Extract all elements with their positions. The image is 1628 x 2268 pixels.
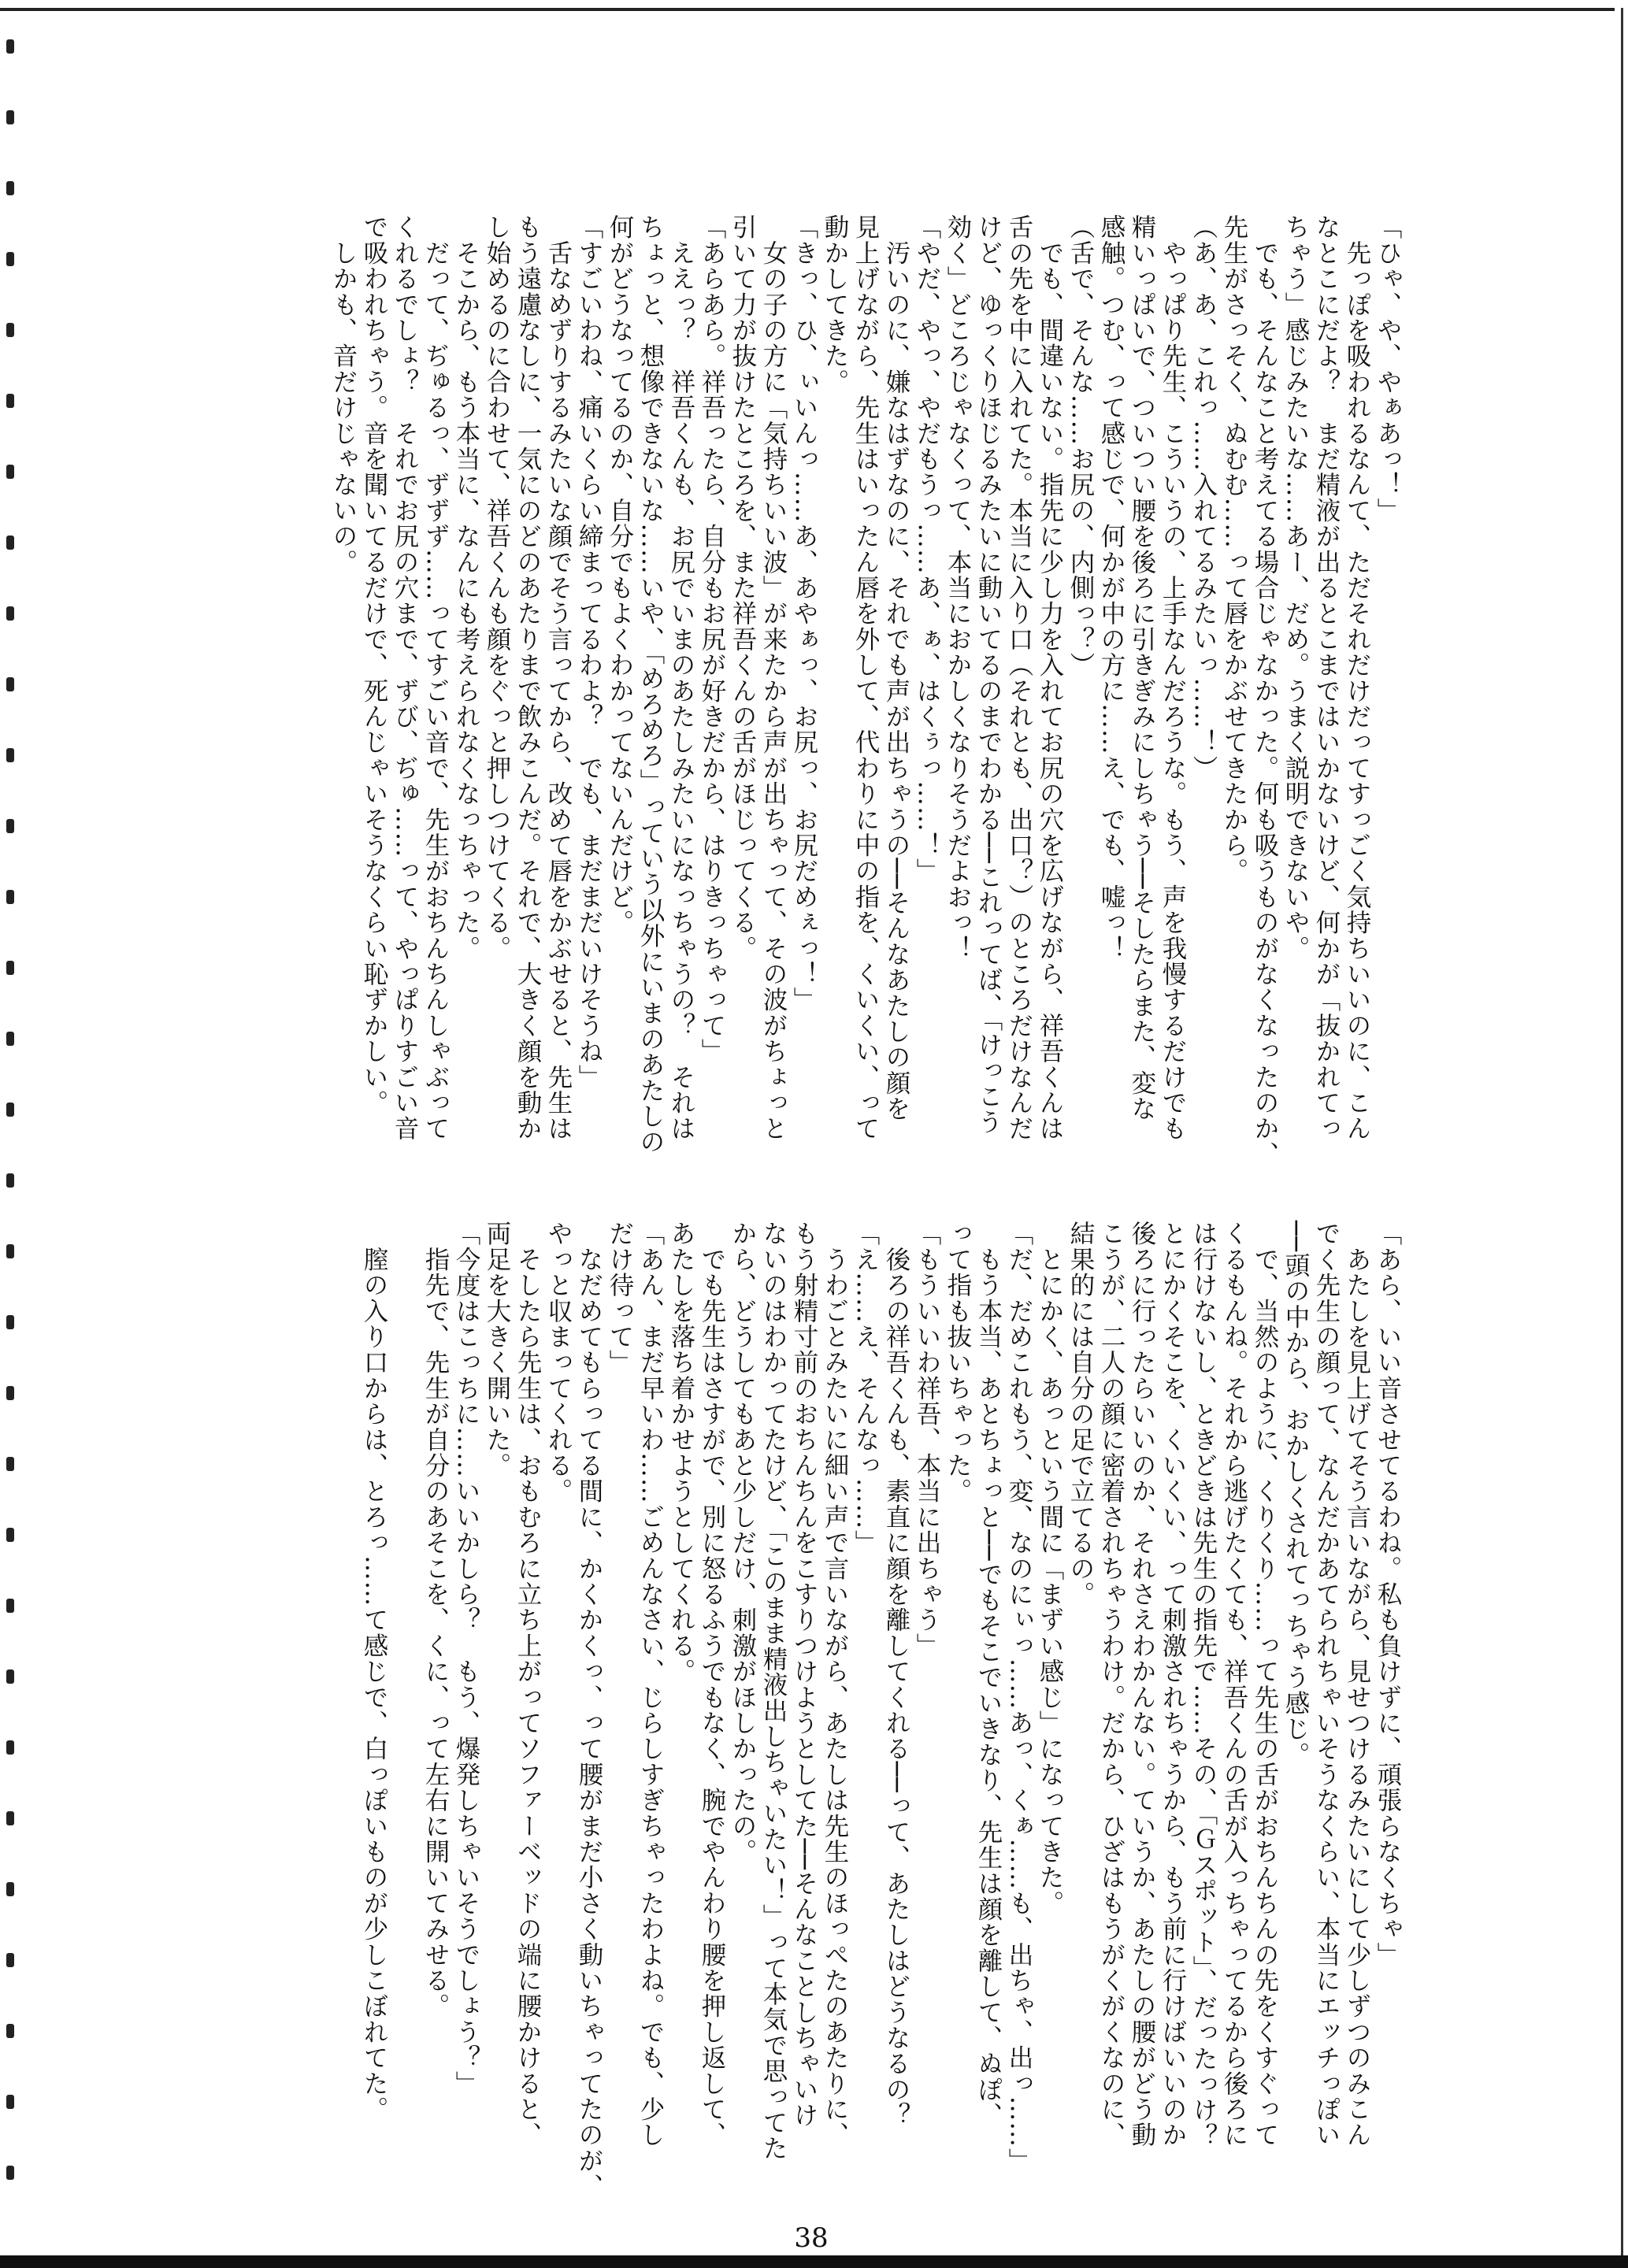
text-line: とにかく、あっという間に「まずい感じ」になってきた。	[1036, 1221, 1064, 1916]
text-line: 「もういいわ祥吾、本当に出ちゃう」	[913, 1221, 941, 1658]
text-line: くれるでしょ？ それでお尻の穴まで、ずび、ぢゅ……って、やっぱりすごい音	[391, 214, 419, 1142]
text-line: もう遠慮なしに、一気にのどのあたりまで飲みこんだ。それで、大きく顔を動か	[514, 214, 542, 1142]
text-line: でも、そんなこと考えてる場合じゃなかった。何も吸うものがなくなったのか、	[1251, 214, 1279, 1167]
scan-border-bottom	[0, 2255, 1628, 2268]
text-line: 指先で、先生が自分のあそこを、くに、って左右に開いてみせる。	[421, 1221, 450, 2019]
text-line: あたしを落ち着かせようとしてくれる。	[667, 1221, 695, 1684]
text-line: 「きっ、ひ、ぃいんっ……あ、あやぁっ、お尻っ、お尻だめぇっ！」	[790, 214, 818, 1013]
text-line: 後ろの祥吾くんも、素直に顔を離してくれる──って、あたしはどうなるの？	[882, 1221, 910, 2129]
text-line: から、どうしてもあと少しだけ、刺激がほしかったの。	[729, 1221, 757, 1865]
text-column-top	[0, 214, 1403, 1206]
text-line: （あ、あ、これっ……入れてるみたいっ……！）	[1189, 214, 1218, 781]
text-line: でも、間違いない。指先に少し力を入れてお尻の穴を広げながら、祥吾くんは	[1036, 214, 1064, 1142]
text-line: 女の子の方に「気持ちいい波」が来たから声が出ちゃって、その波がちょっと	[759, 214, 788, 1142]
text-line: 結果的には自分の足で立てるの。	[1066, 1221, 1095, 1607]
text-line: やっと収まってくれる。	[544, 1221, 573, 1504]
text-line: 「だ、だめこれもう、変、なのにぃっ……あっ、くぁ……も、出ちゃ、出っ……」	[1005, 1221, 1033, 2174]
text-line: 両足を大きく開いた。	[483, 1221, 511, 1478]
text-line: でく先生の顔って、なんだかあてられちゃいそうなくらい、本当にエッチっぽい	[1312, 1221, 1341, 2148]
scan-border-right	[1621, 8, 1623, 2260]
text-line: そしたら先生は、おもむろに立ち上がってソファーベッドの端に腰かけると、	[514, 1221, 542, 2148]
text-line: なだめてもらってる間に、かくかくっ、って腰がまだ小さく動いちゃってたのが、	[575, 1221, 603, 2199]
text-line: 「すごいわね、痛いくらい締まってるわよ？ でも、まだまだいけそうね」	[575, 214, 603, 1090]
scan-border-top	[0, 8, 1615, 11]
binding-hole	[6, 110, 14, 124]
text-line: 何がどうなってるのか、自分でもよくわかってないんだけど。	[606, 214, 634, 936]
text-line: し始めるのに合わせて、祥吾くんも顔をぐっと押しつけてくる。	[483, 214, 511, 962]
text-line: 引いて力が抜けたところを、また祥吾くんの舌がほじってくる。	[729, 214, 757, 962]
text-line: 先っぽを吸われるなんて、ただそれだけだってすっごく気持ちいいのに、こん	[1343, 214, 1371, 1142]
text-line: 舌なめずりするみたいな顔でそう言ってから、改めて唇をかぶせると、先生は	[544, 214, 573, 1142]
text-line: もう射精寸前のおちんちんをこすりつけようとしてた──そんなことしちゃいけ	[790, 1221, 818, 2129]
text-line: 「あん、まだ早いわ……ごめんなさい、じらしすぎちゃったわよね。でも、少し	[636, 1221, 665, 2148]
text-line: けど、ゆっくりほじるみたいに動いてるのまでわかる──これってば、「けっこう	[974, 214, 1003, 1136]
text-line: だけ待って」	[606, 1221, 634, 1376]
text-line: とにかくそこを、くいくい、って刺激されちゃうから、もう前に行けばいいのか	[1159, 1221, 1187, 2148]
text-line: 動かしてきた。	[821, 214, 849, 395]
text-line: ちゃう」感じみたいな……あー、だめ。うまく説明できないや。	[1281, 214, 1310, 962]
text-line: ないのはわかってたけど、「このまま精液出しちゃいたい！」って本気で思ってた	[759, 1221, 788, 2162]
text-line: 膣の入り口からは、とろっ……て感じで、白っぽいものが少しこぼれてた。	[360, 1221, 388, 2122]
text-line: 精いっぱいで、ついつい腰を後ろに引きぎみにしちゃう──そしたらまた、変な	[1128, 214, 1156, 1122]
text-line: 感触。つむ、って感じで、何かが中の方に……え、でも、嘘っ！	[1097, 214, 1126, 962]
text-column-bottom	[0, 1221, 1403, 2225]
text-line	[389, 1221, 420, 2225]
text-line: 先生がさっそく、ぬむむ……って唇をかぶせてきたから。	[1220, 214, 1248, 884]
text-line: って指も抜いちゃった。	[944, 1221, 972, 1504]
text-line: でも先生はさすがで、別に怒るふうでもなく、腕でやんわり腰を押し返して、	[698, 1221, 726, 2148]
text-line: なとこにだよ？ まだ精液が出るとこまではいかないけど、何かが「抜かれてっ	[1312, 214, 1341, 1142]
text-line: そこから、もう本当に、なんにも考えられなくなっちゃった。	[452, 214, 480, 962]
text-line: ──頭の中から、おかしくされてっちゃう感じ。	[1281, 1221, 1310, 1768]
text-line: だって、ぢゅるっ、ずずず……ってすごい音で、先生がおちんちんしゃぶって	[421, 214, 450, 1142]
text-line: （舌で、そんな……お尻の、内側っ？）	[1066, 214, 1095, 678]
text-line: うわごとみたいに細い声で言いながら、あたしは先生のほっぺたのあたりに、	[821, 1221, 849, 2148]
text-line: 「やだ、やっ、やだもうっ……あ、ぁ、はくぅっ……！」	[913, 214, 941, 884]
text-line: 「え……え、そんなっ……」	[851, 1221, 880, 1556]
binding-hole	[6, 181, 14, 195]
text-line: こうが、二人の顔に密着されちゃうわけ。だから、ひざはもうがくがくなのに、	[1097, 1221, 1126, 2148]
text-line: 見上げながら、先生はいったん唇を外して、代わりに中の指を、くいくい、って	[851, 214, 880, 1142]
page-number: 38	[794, 2222, 829, 2254]
text-line: 「あらあら。祥吾ったら、自分もお尻が好きだから、はりきっちゃって」	[698, 214, 726, 1065]
text-line: で、当然のように、くりくり……って先生の舌がおちんちんの先をくすぐって	[1251, 1221, 1279, 2148]
text-line: 舌の先を中に入れてた。本当に入り口（それとも、出口？）のところだけなんだ	[1005, 214, 1033, 1142]
text-line: 汚いのに、嫌なはずなのに、それでも声が出ちゃうの──そんなあたしの顔を	[882, 214, 910, 1122]
text-line: しかも、音だけじゃないの。	[329, 214, 358, 575]
text-line: 「今度はこっちに……いいかしら？ もう、爆発しちゃいそうでしょう？」	[452, 1221, 480, 2096]
text-line: もう本当、あとちょっと──でもそこでいきなり、先生は顔を離して、ぬぽ、	[974, 1221, 1003, 2129]
text-line: あたしを見上げてそう言いながら、見せつけるみたいにして少しずつのみこん	[1343, 1221, 1371, 2148]
text-line: は行けないし、ときどきは先生の指先で……その、「Ｇスポット」、だったっけ？	[1189, 1221, 1218, 2149]
binding-hole	[6, 39, 14, 54]
text-line: 「あら、いい音させてるわね。私も負けずに、頑張らなくちゃ」	[1374, 1221, 1402, 1968]
text-line: 「ひゃ、や、やぁあっ！」	[1374, 214, 1402, 524]
text-line: 効く」どころじゃなくって、本当におかしくなりそうだよおっ！	[944, 214, 972, 962]
text-line: やっぱり先生、こういうの、上手なんだろうな。もう、声を我慢するだけでも	[1159, 214, 1187, 1142]
text-line: くるもんね。それから逃げたくても、祥吾くんの舌が入っちゃってるから後ろに	[1220, 1221, 1248, 2148]
text-line: ええっ？ 祥吾くんも、お尻でいまのあたしみたいになっちゃうの？ それは	[667, 214, 695, 1142]
text-line: で吸われちゃう。音を聞いてるだけで、死んじゃいそうなくらい恥ずかしい。	[360, 214, 388, 1116]
text-line: ちょっと、想像できないな……いや、「めろめろ」っていう以外にいまのあたしの	[636, 214, 665, 1155]
text-line: 後ろに行ったらいいのか、それさえわかんない。ていうか、あたしの腰がどう動	[1128, 1221, 1156, 2148]
